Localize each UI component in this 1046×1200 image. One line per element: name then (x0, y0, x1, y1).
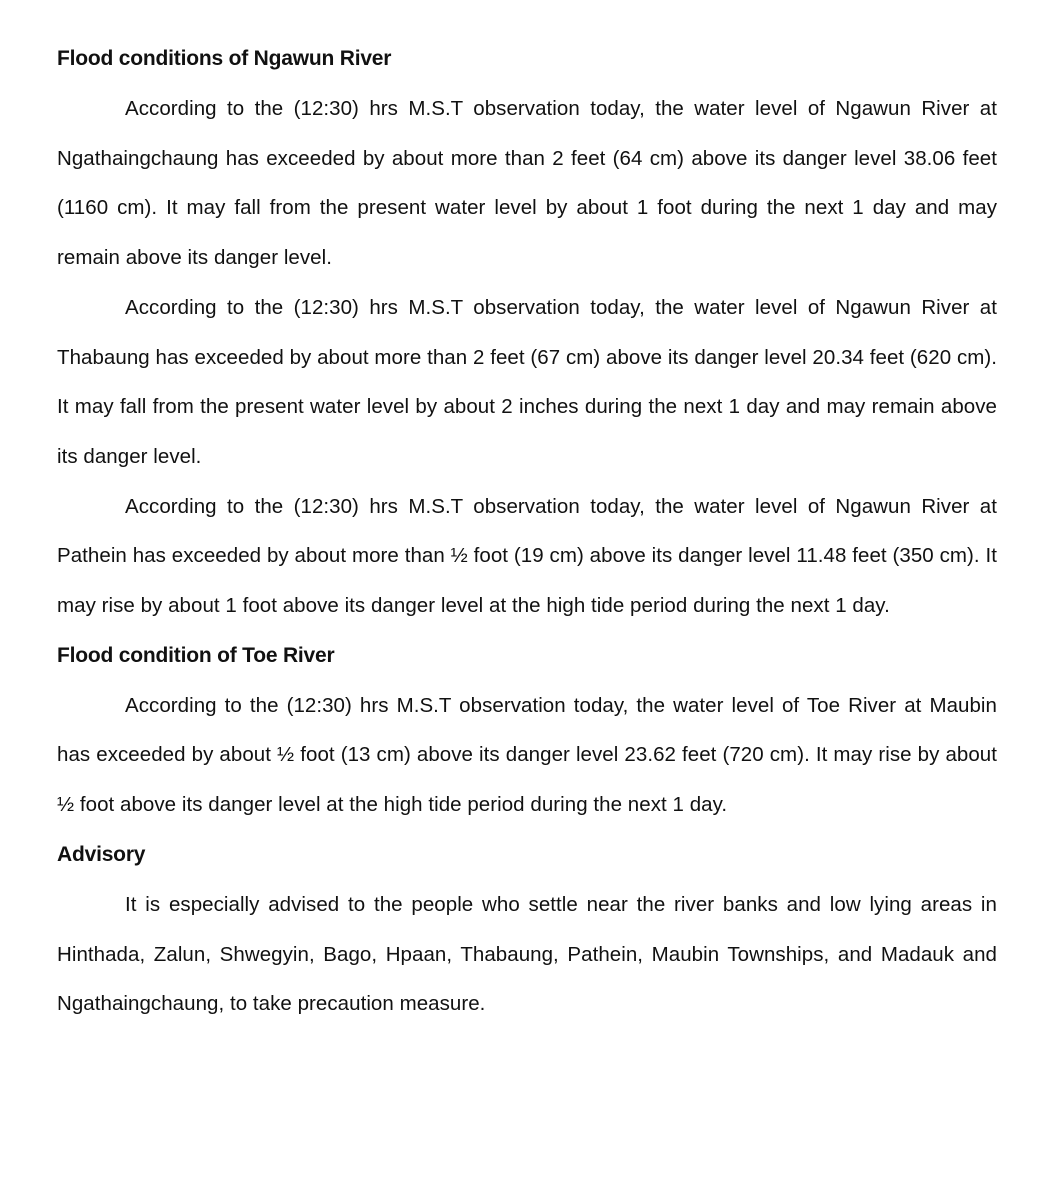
paragraph-ngathaingchaung: According to the (12:30) hrs M.S.T observation today, the water level of Ngawun River at Ngathaingchaung has exceeded by about more than 2 feet (64 cm) above its danger level 38.06 feet (1160 cm). It may fall from the present water level by about 1 foot during the next 1 day and may remain above its danger level. (57, 97, 997, 270)
section-heading: Flood conditions of Ngawun River (57, 47, 392, 70)
paragraph-pathein: According to the (12:30) hrs M.S.T observation today, the water level of Ngawun River at Pathein has exceeded by about more than ½ foot (19 cm) above its danger level 11.48 feet (350 cm). It may rise by about 1 foot above its danger level at the high tide period during the next 1 day. (57, 494, 997, 618)
section-advisory (57, 830, 997, 1029)
document-page (57, 34, 997, 1029)
section-heading: Advisory (57, 842, 146, 866)
section-ngawun-river (57, 34, 997, 631)
section-heading: Flood condition of Toe River (57, 643, 335, 667)
paragraph-thabaung: According to the (12:30) hrs M.S.T observation today, the water level of Ngawun River at Thabaung has exceeded by about more than 2 feet (67 cm) above its danger level 20.34 feet (620 cm). It may fall from the present water level by about 2 inches during the next 1 day and may remain above its danger level. (57, 295, 997, 468)
section-toe-river (57, 631, 997, 830)
paragraph-advisory: It is especially advised to the people who settle near the river banks and low lying areas in Hinthada, Zalun, Shwegyin, Bago, Hpaan, Thabaung, Pathein, Maubin Townships, and Madauk and Ngathaingchaung, to take precaution measure. (57, 892, 997, 1016)
paragraph-maubin: According to the (12:30) hrs M.S.T observation today, the water level of Toe River at Maubin has exceeded by about ½ foot (13 cm) above its danger level 23.62 feet (720 cm). It may rise by about ½ foot above its danger level at the high tide period during the next 1 day. (57, 693, 997, 817)
